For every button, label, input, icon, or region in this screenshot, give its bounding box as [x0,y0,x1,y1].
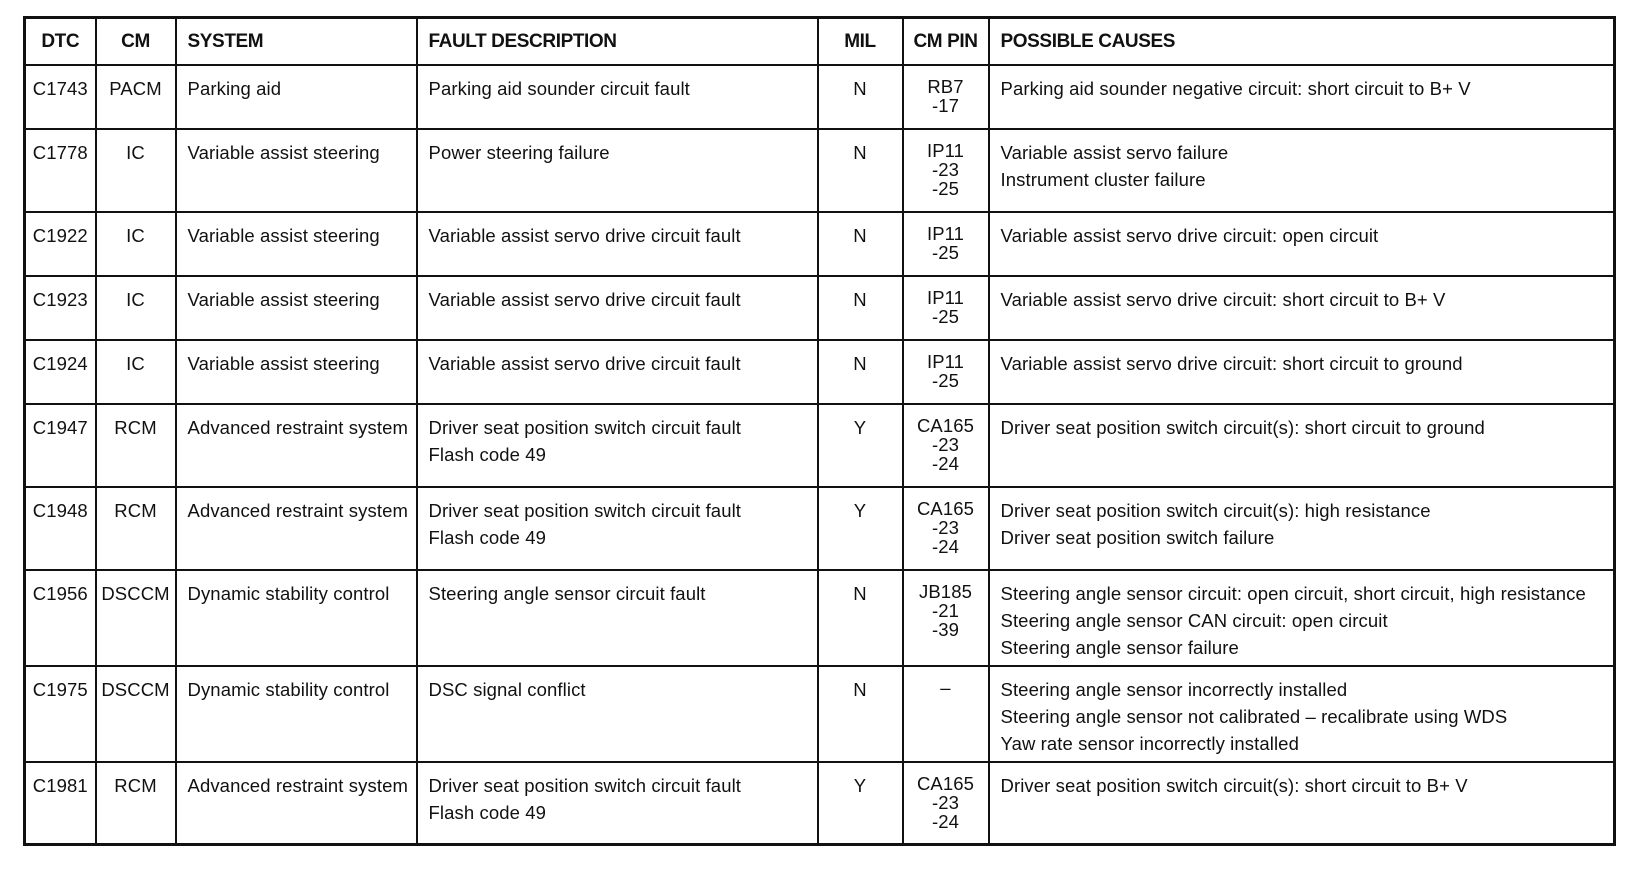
possible-causes-cell [989,212,1615,276]
fault-description-cell-line: Variable assist servo drive circuit fault [428,289,741,310]
table-row [25,666,1615,762]
mil-cell: N [818,570,903,666]
possible-causes-cell-line: Driver seat position switch failure [1000,527,1275,548]
dtc-code-cell: C1924 [25,340,96,404]
control-module-cell: IC [96,276,176,340]
fault-description-cell [417,129,818,212]
table-row [25,212,1615,276]
possible-causes-cell-line: Variable assist servo drive circuit: open circuit [1000,225,1379,246]
possible-causes-cell-line: Driver seat position switch circuit(s): high resistance [1000,500,1431,521]
mil-cell: N [818,340,903,404]
possible-causes-cell [989,276,1615,340]
mil-cell: N [818,276,903,340]
cm-pin-cell-line: -24 [931,811,960,832]
cm-pin-cell [903,404,989,487]
system-cell: Parking aid [176,65,417,129]
possible-causes-cell [989,340,1615,404]
system-cell: Variable assist steering [176,212,417,276]
cm-pin-cell-line: – [940,677,951,698]
fault-description-cell [417,666,818,762]
possible-causes-cell-line: Steering angle sensor not calibrated – recalibrate using WDS [1000,706,1508,727]
cm-pin-cell [903,570,989,666]
possible-causes-cell-line: Driver seat position switch circuit(s): short circuit to B+ V [1000,775,1468,796]
cm-pin-cell [903,129,989,212]
header-row [25,18,1615,66]
header-cm: CM [96,18,176,66]
possible-causes-cell-line: Instrument cluster failure [1000,169,1206,190]
cm-pin-cell-line: -23 [931,792,960,813]
possible-causes-cell [989,65,1615,129]
fault-description-cell-line: Driver seat position switch circuit fault [428,500,742,521]
possible-causes-cell [989,129,1615,212]
header-cm-pin: CM PIN [903,18,989,66]
control-module-cell: IC [96,129,176,212]
cm-pin-cell-line: CA165 [916,773,975,794]
fault-description-cell [417,762,818,844]
possible-causes-cell [989,487,1615,570]
possible-causes-cell-line: Variable assist servo drive circuit: short circuit to ground [1000,353,1463,374]
cm-pin-cell-line: -25 [931,306,960,327]
cm-pin-cell-line: -21 [931,600,960,621]
system-cell: Dynamic stability control [176,570,417,666]
fault-description-cell-line: Flash code 49 [428,444,547,465]
control-module-cell: IC [96,340,176,404]
cm-pin-cell [903,212,989,276]
table-row [25,129,1615,212]
fault-description-cell [417,65,818,129]
possible-causes-cell [989,762,1615,844]
cm-pin-cell [903,487,989,570]
system-cell: Advanced restraint system [176,487,417,570]
cm-pin-cell [903,65,989,129]
dtc-code-cell: C1947 [25,404,96,487]
control-module-cell: DSCCM [96,570,176,666]
possible-causes-cell-line: Yaw rate sensor incorrectly installed [1000,733,1299,754]
table-row [25,65,1615,129]
fault-description-cell [417,212,818,276]
possible-causes-cell [989,404,1615,487]
possible-causes-cell [989,666,1615,762]
possible-causes-cell-line: Parking aid sounder negative circuit: short circuit to B+ V [1000,78,1471,99]
possible-causes-cell-line: Variable assist servo drive circuit: short circuit to B+ V [1000,289,1446,310]
mil-cell: Y [818,487,903,570]
header-possible-causes: POSSIBLE CAUSES [989,18,1615,66]
fault-description-cell [417,340,818,404]
dtc-code-cell: C1981 [25,762,96,844]
mil-cell: N [818,129,903,212]
table-row [25,276,1615,340]
system-cell: Variable assist steering [176,129,417,212]
dtc-code-cell: C1948 [25,487,96,570]
cm-pin-cell-line: -25 [931,242,960,263]
table-row [25,487,1615,570]
system-cell: Advanced restraint system [176,762,417,844]
dtc-code-cell: C1975 [25,666,96,762]
dtc-code-cell: C1743 [25,65,96,129]
system-cell: Advanced restraint system [176,404,417,487]
mil-cell: N [818,212,903,276]
dtc-code-cell: C1922 [25,212,96,276]
system-cell: Variable assist steering [176,276,417,340]
table-body [25,65,1615,844]
cm-pin-cell-line: -39 [931,619,960,640]
possible-causes-cell-line: Driver seat position switch circuit(s): short circuit to ground [1000,417,1485,438]
dtc-code-cell: C1956 [25,570,96,666]
fault-description-cell-line: Driver seat position switch circuit fault [428,775,742,796]
fault-description-cell-line: Steering angle sensor circuit fault [428,583,706,604]
cm-pin-cell-line: CA165 [916,498,975,519]
mil-cell: N [818,666,903,762]
fault-description-cell [417,276,818,340]
cm-pin-cell-line: -25 [931,178,960,199]
fault-description-cell [417,404,818,487]
cm-pin-cell [903,276,989,340]
cm-pin-cell-line: IP11 [926,140,965,161]
cm-pin-cell-line: IP11 [926,287,965,308]
cm-pin-cell-line: -23 [931,159,960,180]
table-header [25,18,1615,66]
header-system: SYSTEM [176,18,417,66]
control-module-cell: DSCCM [96,666,176,762]
control-module-cell: PACM [96,65,176,129]
cm-pin-cell-line: IP11 [926,223,965,244]
fault-description-cell-line: DSC signal conflict [428,679,586,700]
fault-description-cell-line: Variable assist servo drive circuit fault [428,353,741,374]
table-row [25,404,1615,487]
fault-description-cell-line: Variable assist servo drive circuit fault [428,225,741,246]
cm-pin-cell-line: -24 [931,536,960,557]
header-fault-description: FAULT DESCRIPTION [417,18,818,66]
fault-description-cell-line: Flash code 49 [428,802,547,823]
possible-causes-cell [989,570,1615,666]
fault-description-cell [417,570,818,666]
header-mil: MIL [818,18,903,66]
cm-pin-cell-line: -17 [931,95,960,116]
cm-pin-cell-line: RB7 [927,76,964,97]
control-module-cell: RCM [96,404,176,487]
possible-causes-cell-line: Steering angle sensor incorrectly installed [1000,679,1348,700]
dtc-table [23,16,1616,846]
header-dtc: DTC [25,18,96,66]
mil-cell: Y [818,404,903,487]
control-module-cell: RCM [96,487,176,570]
dtc-code-cell: C1923 [25,276,96,340]
control-module-cell: RCM [96,762,176,844]
cm-pin-cell-line: IP11 [926,351,965,372]
fault-description-cell-line: Driver seat position switch circuit fault [428,417,742,438]
table-row [25,340,1615,404]
cm-pin-cell [903,340,989,404]
fault-description-cell-line: Flash code 49 [428,527,547,548]
possible-causes-cell-line: Steering angle sensor circuit: open circuit, short circuit, high resistance [1000,583,1586,604]
cm-pin-cell-line: -24 [931,453,960,474]
system-cell: Dynamic stability control [176,666,417,762]
cm-pin-cell-line: JB185 [919,581,972,602]
cm-pin-cell-line: CA165 [916,415,975,436]
dtc-code-cell: C1778 [25,129,96,212]
possible-causes-cell-line: Steering angle sensor CAN circuit: open circuit [1000,610,1388,631]
cm-pin-cell-line: -25 [931,370,960,391]
mil-cell: N [818,65,903,129]
possible-causes-cell-line: Variable assist servo failure [1000,142,1229,163]
mil-cell: Y [818,762,903,844]
possible-causes-cell-line: Steering angle sensor failure [1000,637,1239,658]
table-row [25,762,1615,844]
table-row [25,570,1615,666]
cm-pin-cell [903,762,989,844]
cm-pin-cell [903,666,989,762]
cm-pin-cell-line: -23 [931,517,960,538]
fault-description-cell-line: Power steering failure [428,142,610,163]
fault-description-cell [417,487,818,570]
fault-description-cell-line: Parking aid sounder circuit fault [428,78,690,99]
system-cell: Variable assist steering [176,340,417,404]
control-module-cell: IC [96,212,176,276]
cm-pin-cell-line: -23 [931,434,960,455]
